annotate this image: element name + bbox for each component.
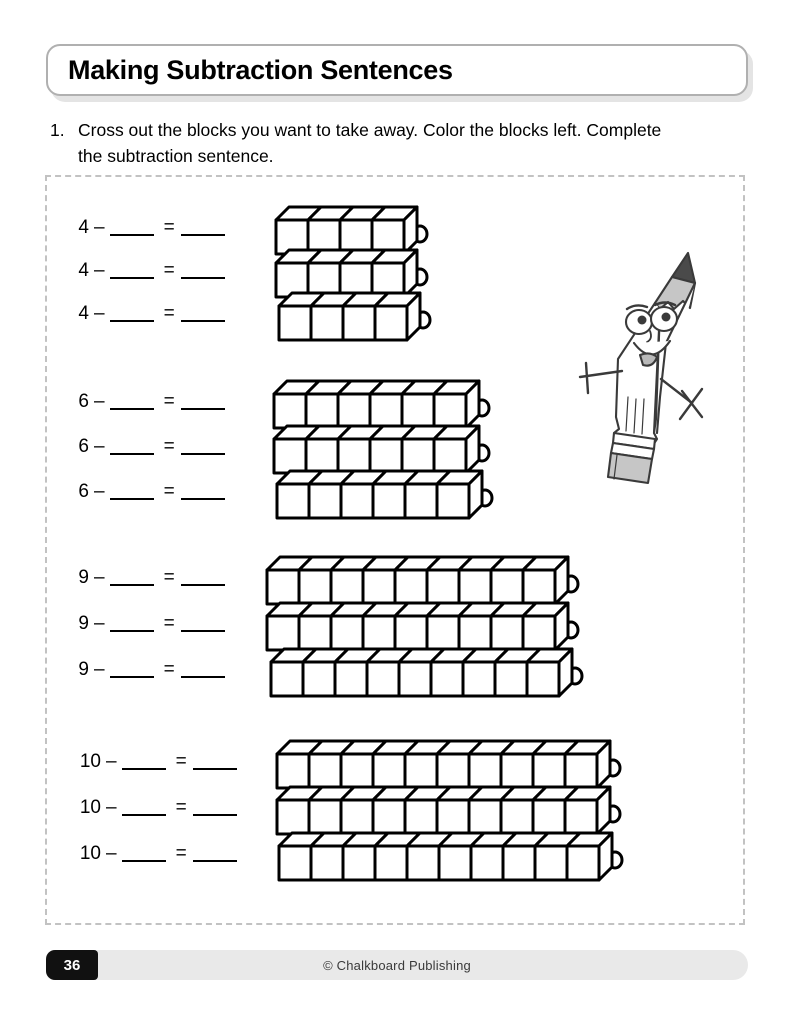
equals-sign: = (163, 217, 175, 238)
equals-sign: = (163, 303, 175, 324)
minus-sign: – (94, 613, 105, 634)
subtrahend-blank[interactable] (122, 768, 166, 770)
subtrahend-blank[interactable] (122, 860, 166, 862)
minus-sign: – (106, 797, 117, 818)
equals-sign: = (163, 436, 175, 457)
minus-sign: – (94, 303, 105, 324)
cube-train[interactable] (277, 831, 625, 884)
difference-blank[interactable] (181, 408, 225, 410)
footer-bar (46, 950, 748, 980)
instruction-block (50, 117, 740, 169)
minus-sign: – (106, 843, 117, 864)
subtraction-sentence (75, 751, 239, 773)
subtraction-sentence (75, 481, 227, 503)
subtrahend-blank[interactable] (110, 584, 154, 586)
difference-blank[interactable] (181, 630, 225, 632)
pencil-mascot (556, 247, 706, 487)
difference-blank[interactable] (181, 234, 225, 236)
difference-blank[interactable] (193, 860, 237, 862)
minus-sign: – (94, 217, 105, 238)
difference-blank[interactable] (181, 676, 225, 678)
page-title: Making Subtraction Sentences (68, 54, 453, 85)
equals-sign: = (163, 260, 175, 281)
problem-group (47, 555, 747, 713)
subtraction-sentence (75, 217, 227, 239)
subtraction-sentence (75, 436, 227, 458)
equals-sign: = (163, 613, 175, 634)
minuend: 4 (78, 217, 89, 238)
problem-row (47, 831, 747, 891)
difference-blank[interactable] (181, 453, 225, 455)
equals-sign: = (163, 391, 175, 412)
equals-sign: = (163, 659, 175, 680)
page-title-bar (46, 44, 748, 96)
subtrahend-blank[interactable] (110, 320, 154, 322)
minuend: 10 (79, 751, 101, 772)
instruction-text: Cross out the blocks you want to take away. Color the blocks left. Complete the subtraction sentence. (78, 120, 662, 166)
minus-sign: – (94, 481, 105, 502)
equals-sign: = (175, 797, 187, 818)
problem-group (47, 739, 747, 897)
difference-blank[interactable] (193, 768, 237, 770)
subtrahend-blank[interactable] (110, 676, 154, 678)
subtrahend-blank[interactable] (110, 498, 154, 500)
subtraction-sentence (75, 613, 227, 635)
subtraction-sentence (75, 659, 227, 681)
subtrahend-blank[interactable] (110, 277, 154, 279)
difference-blank[interactable] (193, 814, 237, 816)
minuend: 10 (79, 843, 101, 864)
equals-sign: = (163, 567, 175, 588)
instruction-number: 1. (50, 120, 65, 140)
subtrahend-blank[interactable] (110, 630, 154, 632)
minus-sign: – (94, 260, 105, 281)
minuend: 6 (78, 391, 89, 412)
subtraction-sentence (75, 260, 227, 282)
subtrahend-blank[interactable] (110, 234, 154, 236)
minuend: 4 (78, 303, 89, 324)
cube-train[interactable] (269, 647, 585, 700)
difference-blank[interactable] (181, 584, 225, 586)
difference-blank[interactable] (181, 498, 225, 500)
minuend: 6 (78, 481, 89, 502)
subtrahend-blank[interactable] (110, 408, 154, 410)
minuend: 9 (78, 659, 89, 680)
subtraction-sentence (75, 567, 227, 589)
minus-sign: – (94, 567, 105, 588)
minuend: 9 (78, 613, 89, 634)
subtraction-sentence (75, 303, 227, 325)
equals-sign: = (175, 843, 187, 864)
equals-sign: = (175, 751, 187, 772)
minus-sign: – (94, 436, 105, 457)
page-footer (46, 950, 748, 980)
subtrahend-blank[interactable] (122, 814, 166, 816)
cube-train[interactable] (277, 291, 433, 344)
difference-blank[interactable] (181, 320, 225, 322)
copyright-text: © Chalkboard Publishing (323, 957, 471, 973)
minus-sign: – (106, 751, 117, 772)
subtrahend-blank[interactable] (110, 453, 154, 455)
page-number-badge (46, 950, 98, 980)
equals-sign: = (163, 481, 175, 502)
cube-train[interactable] (275, 469, 495, 522)
minus-sign: – (94, 659, 105, 680)
subtraction-sentence (75, 843, 239, 865)
problem-row (47, 647, 747, 707)
minuend: 6 (78, 436, 89, 457)
minus-sign: – (94, 391, 105, 412)
subtraction-sentence (75, 391, 227, 413)
minuend: 9 (78, 567, 89, 588)
minuend: 4 (78, 260, 89, 281)
page-number: 36 (63, 956, 81, 974)
minuend: 10 (79, 797, 101, 818)
subtraction-sentence (75, 797, 239, 819)
difference-blank[interactable] (181, 277, 225, 279)
